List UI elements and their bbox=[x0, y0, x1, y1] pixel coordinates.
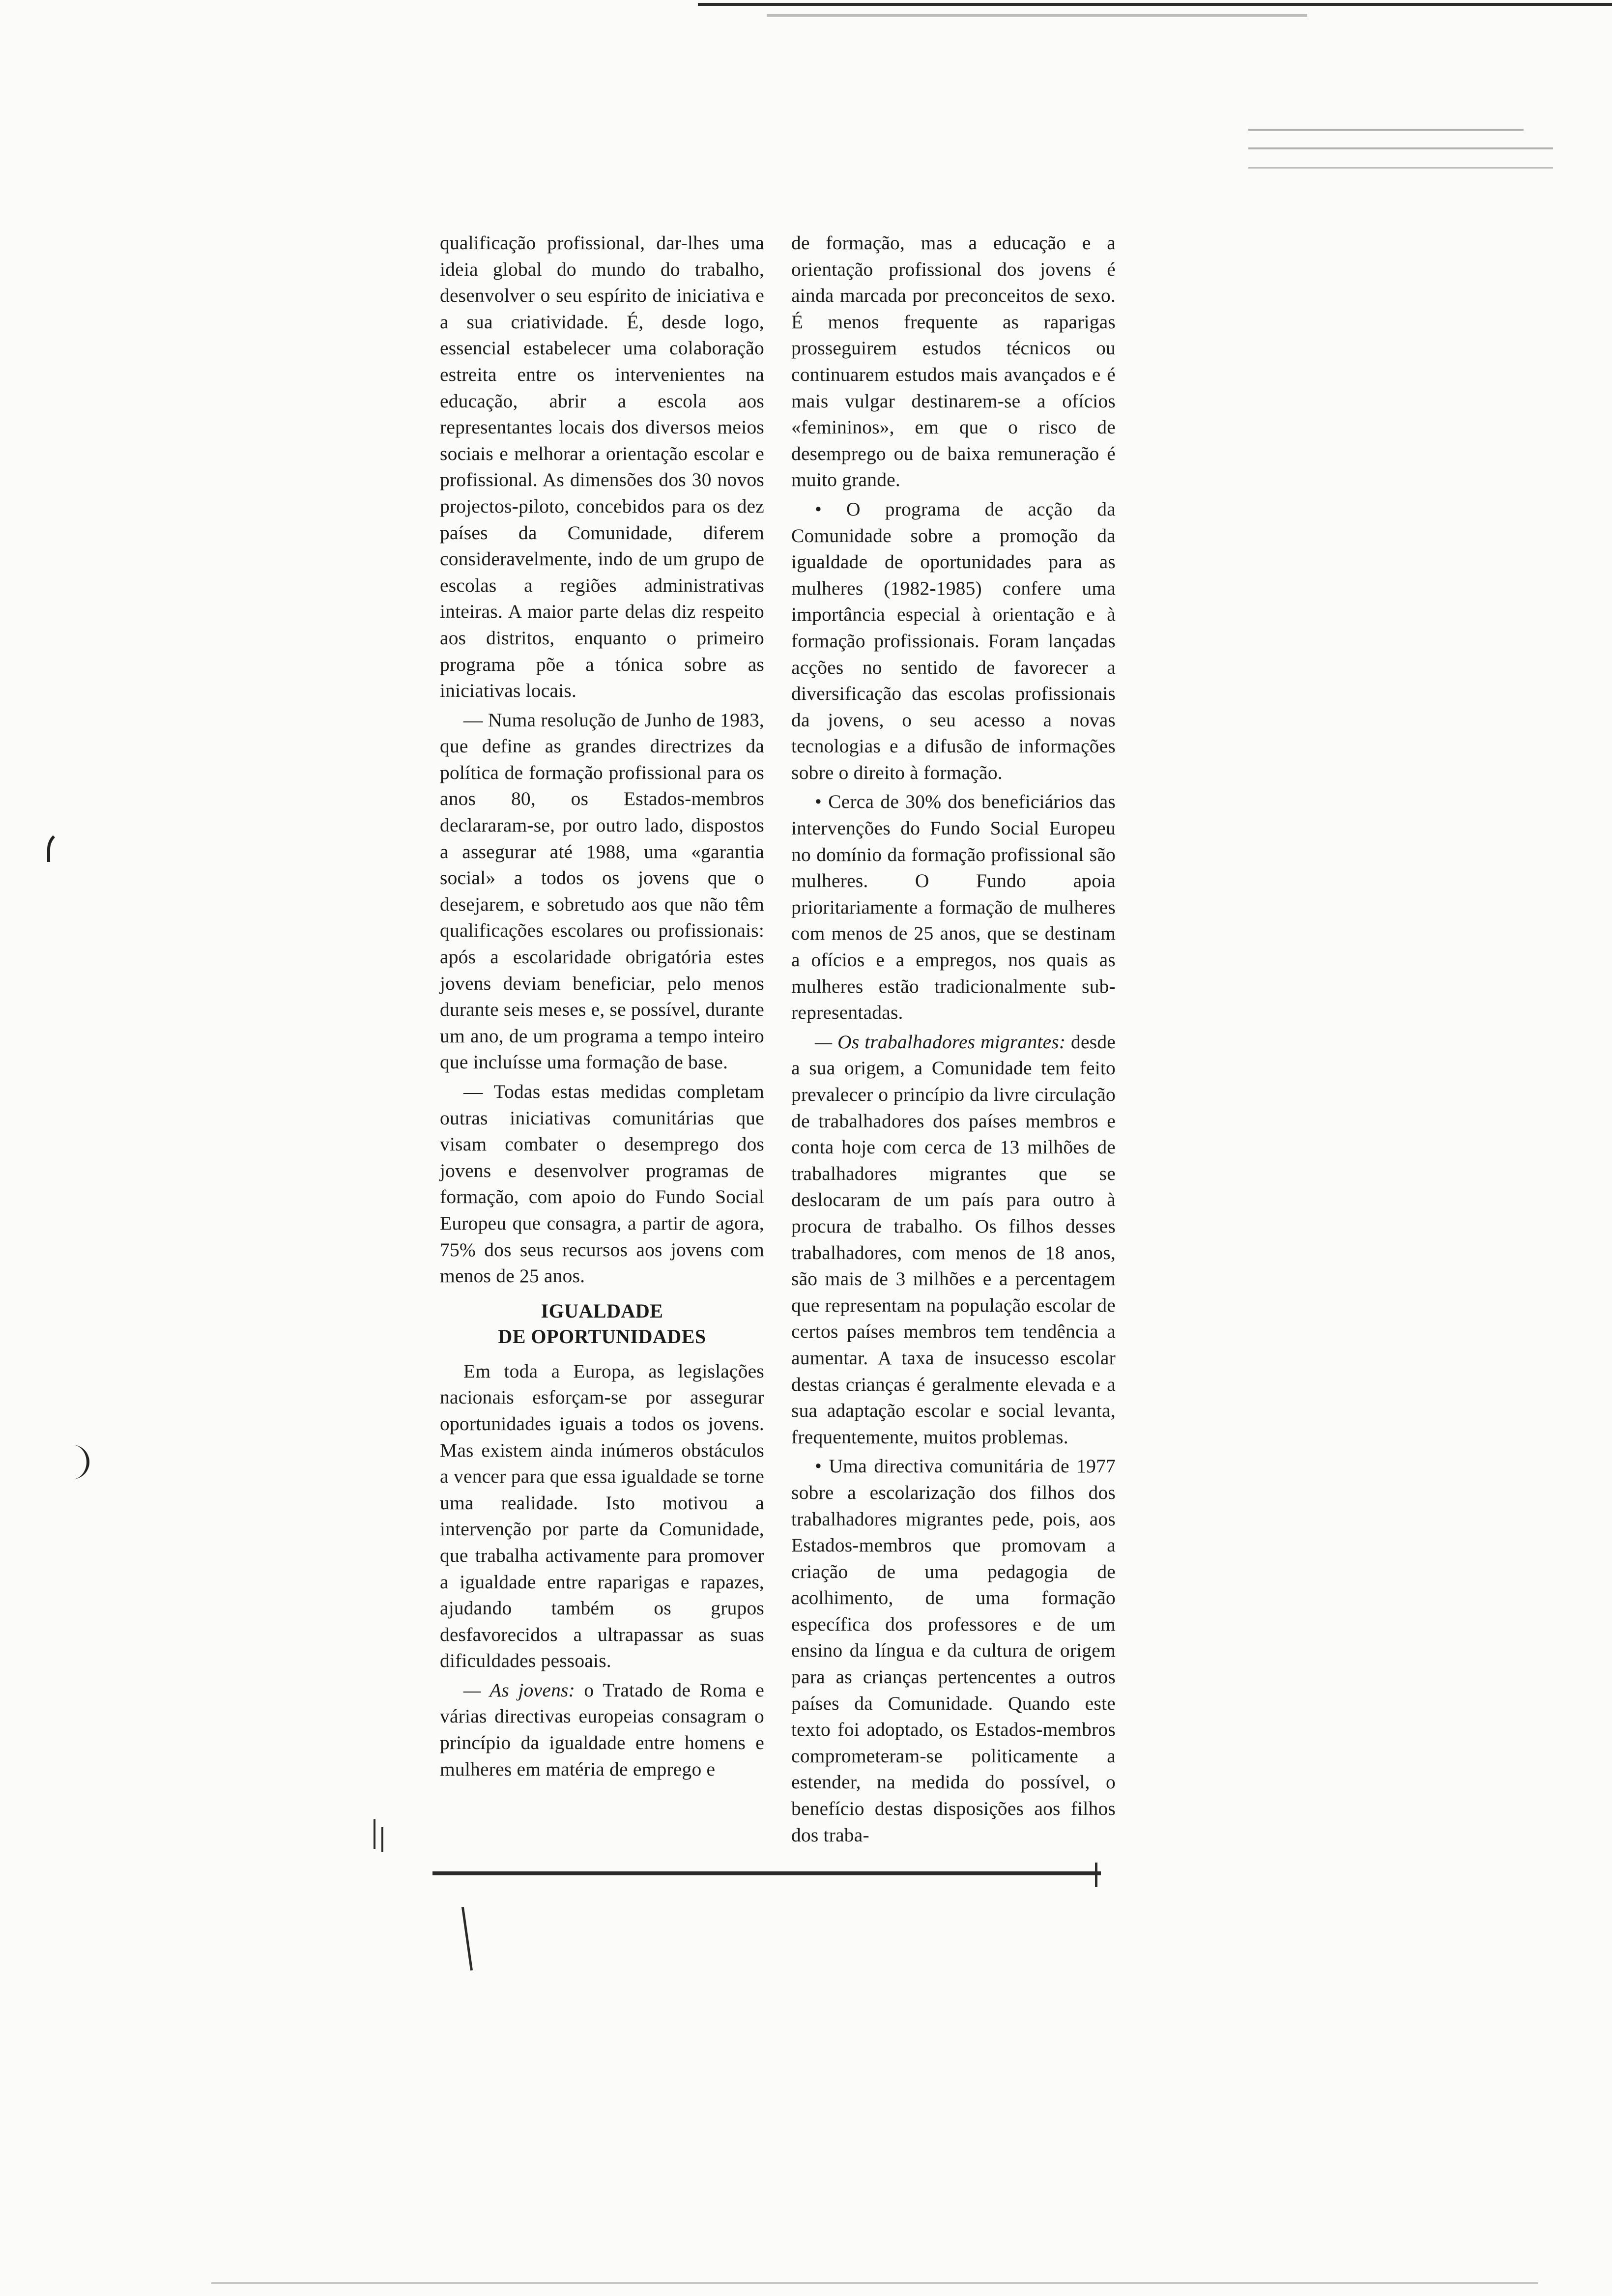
corner-noise-c bbox=[1248, 167, 1553, 169]
top-scan-border bbox=[698, 3, 1612, 6]
corner-noise-a bbox=[1248, 129, 1524, 131]
bottom-stroke bbox=[461, 1907, 473, 1970]
left-paragraph-5-lead: — As jovens: bbox=[463, 1679, 575, 1701]
right-paragraph-2: • O programa de acção da Comunidade sobre a promoção da igualdade de oportunidades para as mulheres (1982-1985) confere uma importância especial à orientação e à formação profissionais. Foram lançadas acções no sentido de favorecer a diversificação das escolas profissionais da jovens, o seu acesso a novas tecnologias e a difusão de informações sobre o direito à formação. bbox=[791, 498, 1116, 783]
left-paragraph-4: Em toda a Europa, as legislações nacionais esforçam-se por assegurar oportunidades iguais a todos os jovens. Mas existem ainda inúmeros obstáculos a vencer para que essa igualdade se torne uma realidade. Isto motivou a intervenção por parte da Comunidade, que trabalha activamente para promover a igualdade entre raparigas e rapazes, ajudando também os grupos desfavorecidos a ultrapassar as suas dificuldades pessoais. bbox=[440, 1360, 764, 1672]
right-paragraph-4 bbox=[791, 1029, 1116, 1451]
bottom-tick-right bbox=[1095, 1863, 1097, 1887]
bottom-rule bbox=[432, 1871, 1101, 1875]
left-paragraph-2: — Numa resolução de Junho de 1983, que define as grandes directrizes da política de formação profissional para os anos 80, os Estados-membros declararam-se, por outro lado, dispostos a assegurar até 1988, uma «garantia social» a todos os jovens que o desejarem, e sobretudo aos que não têm qualificações escolares ou profissionais: após a escolaridade obrigatória estes jovens deviam beneficiar, pelo menos durante seis meses e, se possível, durante um ano, de um programa a tempo inteiro que incluísse uma formação de base. bbox=[440, 709, 764, 1073]
right-paragraph-5: • Uma directiva comunitária de 1977 sobre a escolarização dos filhos dos trabalhadores migrantes pede, pois, aos Estados-membros que promovam a criação de uma pedagogia de acolhimento, de uma formação específica dos professores e de um ensino da língua e da cultura de origem para as crianças pertencentes a outros países da Comunidade. Quando este texto foi adoptado, os Estados-membros comprometeram-se politicamente a estender, na medida do possível, o benefício destas disposições aos filhos dos traba- bbox=[791, 1455, 1116, 1846]
right-paragraph-3: • Cerca de 30% dos beneficiários das intervenções do Fundo Social Europeu no domínio da formação profissional são mulheres. O Fundo apoia prioritariamente a formação de mulheres com menos de 25 anos, que se destinam a ofícios e a empregos, nos quais as mulheres estão tradicionalmente sub-representadas. bbox=[791, 791, 1116, 1024]
right-paragraph-4-lead: — Os trabalhadores migrantes: bbox=[815, 1031, 1066, 1053]
left-paragraph-5-text: o Tratado de Roma e várias directivas europeias consagram o princípio da igualdade entre homens e mulheres em matéria de emprego e bbox=[440, 1679, 765, 1780]
section-heading-line2: DE OPORTUNIDADES bbox=[498, 1325, 706, 1348]
left-paragraph-3: — Todas estas medidas completam outras iniciativas comunitárias que visam combater o desemprego dos jovens e desenvolver programas de formação, com apoio do Fundo Social Europeu que consagra, a partir de agora, 75% dos seus recursos aos jovens com menos de 25 anos. bbox=[440, 1081, 764, 1287]
corner-noise-b bbox=[1248, 147, 1553, 149]
right-paragraph-4-text: desde a sua origem, a Comunidade tem feito prevalecer o princípio da livre circulação de trabalhadores dos países membros e conta hoje com cerca de 13 milhões de trabalhadores migrantes que se deslocaram de um país para outro à procura de trabalho. Os filhos desses trabalhadores, com menos de 18 anos, são mais de 3 milhões e a percentagem que representam na população escolar de certos países membros tem tendência a aumentar. A taxa de insucesso escolar destas crianças é geralmente elevada e a sua adaptação escolar e social levanta, frequentemente, muitos problemas. bbox=[791, 1031, 1116, 1448]
left-paragraph-1: qualificação profissional, dar-lhes uma ideia global do mundo do trabalho, desenvolver o seu espírito de iniciativa e a sua criatividade. É, desde logo, essencial estabelecer uma colaboração estreita entre os intervenientes na educação, abrir a escola aos representantes locais dos diversos meios sociais e melhorar a orientação escolar e profissional. As dimensões dos 30 novos projectos-piloto, concebidos para os dez países da Comunidade, diferem consideravelmente, indo de um grupo de escolas a regiões administrativas inteiras. A maior parte delas diz respeito aos distritos, enquanto o primeiro programa põe a tónica sobre as iniciativas locais. bbox=[440, 232, 764, 702]
margin-tick-b bbox=[381, 1827, 383, 1852]
left-paragraph-5 bbox=[440, 1677, 764, 1782]
margin-bracket-right bbox=[57, 1445, 89, 1479]
top-scan-noise bbox=[767, 14, 1307, 17]
section-heading-line1: IGUALDADE bbox=[541, 1299, 663, 1322]
margin-tick-a bbox=[374, 1819, 375, 1849]
right-paragraph-1: de formação, mas a educação e a orientação profissional dos jovens é ainda marcada por preconceitos de sexo. É menos frequente as raparigas prosseguirem estudos técnicos ou continuarem estudos mais avançados e é mais vulgar destinarem-se a ofícios «femininos», em que o risco de desemprego ou de baixa remuneração é muito grande. bbox=[791, 232, 1116, 491]
margin-bracket-left bbox=[47, 830, 80, 862]
article-column-left bbox=[440, 230, 764, 1782]
bottom-scan-noise bbox=[211, 2282, 1538, 2284]
section-heading bbox=[440, 1298, 764, 1349]
article-column-right bbox=[791, 230, 1116, 1848]
